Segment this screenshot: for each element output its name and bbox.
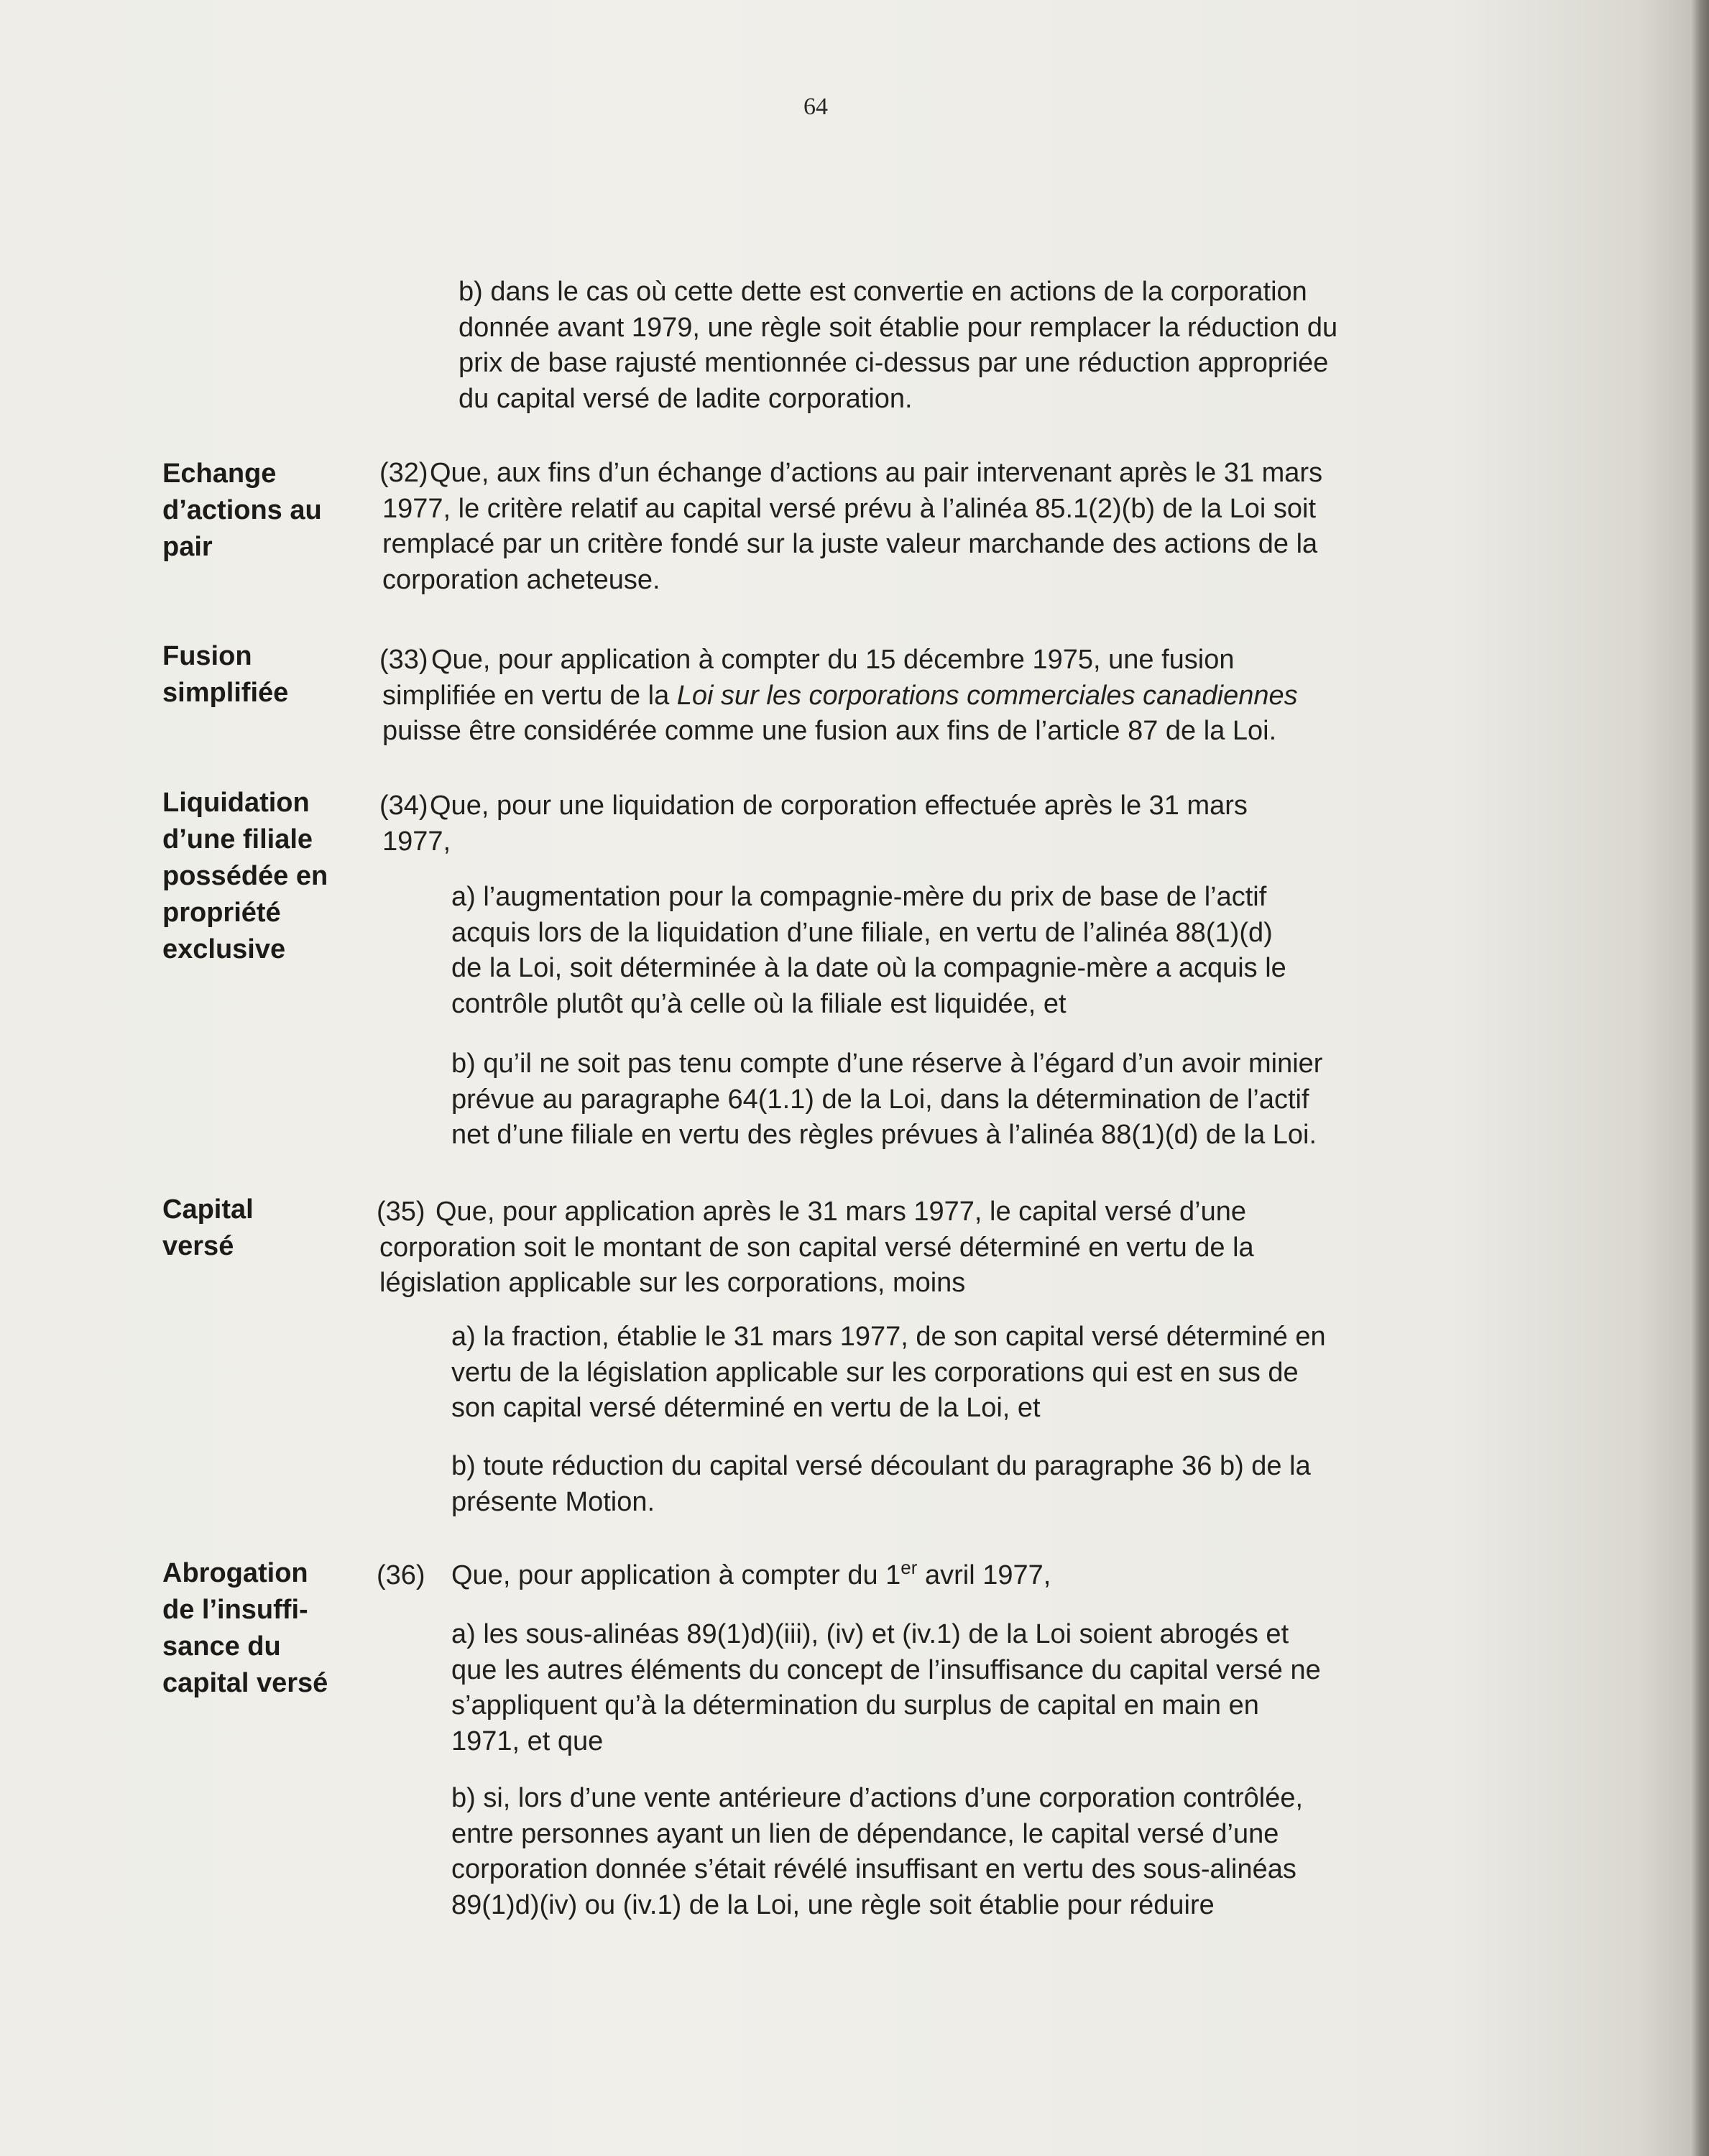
section-36-item-b: b) si, lors d’une vente antérieure d’actions d’une corporation contrôlée, entre personnes ayant un lien de dépendance, le capital versé d’une corporation donnée s’était révélé insuffisant en vertu des sous-alinéas 89(1)d)(iv) ou (iv.1) de la Loi, une règle soit établie pour réduire	[451, 1783, 1304, 1920]
margin-heading-liquidation: Liquidation d’une filiale possédée en propriété exclusive	[162, 788, 328, 964]
margin-heading-abrogation: Abrogation de l’insuffi- sance du capital versé	[162, 1558, 328, 1698]
section-number-36: (36)	[377, 1560, 425, 1590]
section-number-33: (33)	[379, 645, 428, 675]
section-32-text: Que, aux fins d’un échange d’actions au pair intervenant après le 31 mars 1977, le critère relatif au capital versé prévu à l’alinéa 85.1(2)(b) de la Loi soit remplacé par un critère fondé sur la juste valeur marchande des actions de la corporation acheteuse.	[382, 458, 1323, 595]
margin-heading-capital-verse: Capital versé	[162, 1194, 254, 1261]
text-line: b) dans le cas où cette dette est convertie en actions de la corporation	[459, 277, 1307, 307]
statute-title: Loi sur les corporations commerciales canadiennes	[676, 680, 1298, 711]
text-line: donnée avant 1979, une règle soit établie pour remplacer la réduction du	[459, 312, 1338, 343]
section-33-text: Que, pour application à compter du 15 décembre 1975, une fusion simplifiée en vertu de la Loi sur les corporations commerciales canadiennes puisse être considérée comme une fusion aux fins de l’article 87 de la Loi.	[382, 645, 1298, 746]
section-34-text: Que, pour une liquidation de corporation effectuée après le 31 mars 1977,	[382, 791, 1248, 857]
section-34-item-a: a) l’augmentation pour la compagnie-mère du prix de base de l’actif acquis lors de la liquidation d’une filiale, en vertu de l’alinéa 88(1)(d) de la Loi, soit déterminée à la date où la compagnie-mère a acquis le contrôle plutôt qu’à celle où la filiale est liquidée, et	[451, 882, 1286, 1019]
section-35-item-a: a) la fraction, établie le 31 mars 1977, de son capital versé déterminé en vertu de la législation applicable sur les corporations qui est en sus de son capital versé déterminé en vertu de la Loi, et	[451, 1322, 1326, 1423]
section-34-item-b: b) qu’il ne soit pas tenu compte d’une réserve à l’égard d’un avoir minier prévue au paragraphe 64(1.1) de la Loi, dans la détermination de l’actif net d’une filiale en vertu des règles prévues à l’alinéa 88(1)(d) de la Loi.	[451, 1049, 1323, 1150]
section-36-item-a: a) les sous-alinéas 89(1)d)(iii), (iv) et (iv.1) de la Loi soient abrogés et que les autres éléments du concept de l’insuffisance du capital versé ne s’appliquent qu’à la détermination du surplus de capital en main en 1971, et que	[451, 1619, 1321, 1756]
margin-heading-echange: Echange d’actions au pair	[162, 459, 322, 562]
ordinal-superscript: er	[900, 1557, 918, 1578]
section-number-32: (32)	[379, 458, 428, 488]
intro-paragraph-b	[459, 275, 1337, 417]
margin-heading-fusion: Fusion simplifiée	[162, 641, 289, 708]
section-36-text: Que, pour application à compter du 1er avril 1977,	[451, 1557, 1051, 1590]
section-35-text: Que, pour application après le 31 mars 1977, le capital versé d’une corporation soit le montant de son capital versé déterminé en vertu de la législation applicable sur les corporations, moins	[379, 1197, 1254, 1298]
text-line: prix de base rajusté mentionnée ci-dessus par une réduction appropriée	[459, 348, 1329, 378]
text-line: du capital versé de ladite corporation.	[459, 383, 913, 414]
text-line-with-italic: simplifiée en vertu de la Loi sur les corporations commerciales canadiennes	[382, 680, 1298, 711]
page-binding-edge	[1690, 0, 1709, 2156]
section-35-item-b: b) toute réduction du capital versé découlant du paragraphe 36 b) de la présente Motion.	[451, 1451, 1311, 1517]
page-number: 64	[803, 93, 828, 120]
section-number-34: (34)	[379, 791, 428, 821]
section-number-35: (35)	[377, 1197, 425, 1227]
